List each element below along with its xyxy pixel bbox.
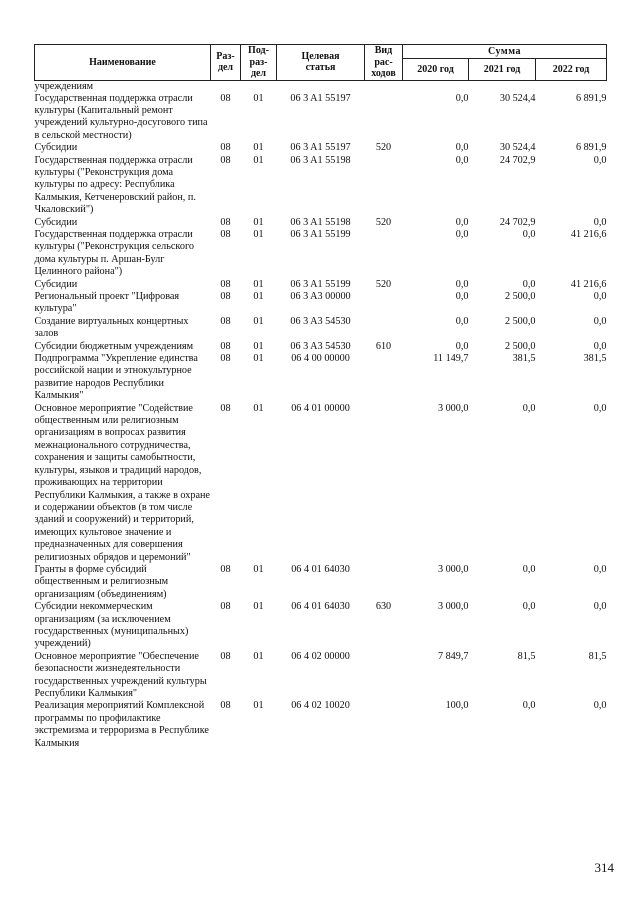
header-target-article: Целевая статья	[277, 45, 365, 81]
cell-expense-type: 520	[375, 142, 392, 154]
cell-sum-2022: 0,0	[593, 700, 607, 712]
cell-section: 08	[220, 216, 231, 228]
cell-subsection: 01	[253, 216, 264, 228]
table-body	[35, 80, 607, 750]
cell-expense-type	[365, 564, 403, 601]
cell-sum-2020: 0,0	[455, 216, 469, 228]
cell-expense-type: 630	[375, 601, 392, 613]
header-year-2022: 2022 год	[536, 59, 607, 80]
cell-section: 08	[220, 563, 231, 575]
header-section: Раз- дел	[211, 45, 241, 81]
cell-subsection: 01	[253, 92, 264, 104]
cell-subsection: 01	[253, 278, 264, 290]
cell-sum-2021: 381,5	[512, 353, 536, 365]
cell-subsection: 01	[253, 142, 264, 154]
cell-expense-type: 520	[375, 216, 392, 228]
cell-sum-2021: 30 524,4	[499, 142, 536, 154]
table-row	[35, 601, 607, 651]
table-row	[35, 403, 607, 564]
cell-target-article: 06 3 A1 55199	[290, 278, 351, 290]
cell-section	[211, 80, 241, 93]
cell-sum-2022: 0,0	[593, 601, 607, 613]
cell-subsection	[241, 80, 277, 93]
page-number: 314	[594, 860, 614, 875]
table-row	[35, 80, 607, 93]
cell-subsection: 01	[253, 601, 264, 613]
cell-target-article: 06 4 01 64030	[291, 563, 350, 575]
cell-expense-type	[365, 316, 403, 341]
cell-sum-2021: 0,0	[522, 228, 536, 240]
cell-sum-2021: 24 702,9	[499, 154, 536, 166]
table-row	[35, 217, 607, 229]
cell-section: 08	[220, 700, 231, 712]
cell-sum-2020: 0,0	[455, 278, 469, 290]
cell-name: Основное мероприятие "Содействие общественным или религиозным организациям в вопросах развития межнационального сотрудничества, сохранения и защиты самобытности, культуры, языков и традиций народов, проживающих на территории Республики Калмыкия, а также в охране и содержании объектов (в том числе зданий и сооружений) и территорий, имеющих культовое значение и предназначенных для совершения религиозных обрядов и церемоний"	[34, 402, 210, 563]
cell-name: Подпрограмма "Укрепление единства российской нации и этнокультурное развитие народов Республики Калмыкия"	[34, 353, 198, 402]
cell-sum-2022: 381,5	[583, 353, 607, 365]
cell-subsection: 01	[253, 228, 264, 240]
cell-sum-2022: 0,0	[593, 563, 607, 575]
cell-name: Государственная поддержка отрасли культуры (Капитальный ремонт учреждений культурно-досугового типа в сельской местности)	[34, 92, 208, 141]
table-row	[35, 564, 607, 601]
table-row	[35, 291, 607, 316]
cell-section: 08	[220, 340, 231, 352]
cell-sum-2021: 24 702,9	[499, 216, 536, 228]
table-row	[35, 341, 607, 353]
cell-section: 08	[220, 601, 231, 613]
cell-sum-2021: 2 500,0	[504, 291, 536, 302]
cell-expense-type	[365, 93, 403, 143]
cell-name: учреждениям	[34, 80, 94, 92]
table-row	[35, 142, 607, 154]
cell-expense-type	[365, 229, 403, 279]
cell-target-article: 06 3 A1 55198	[290, 154, 351, 166]
cell-name: Создание виртуальных концертных залов	[34, 315, 189, 340]
cell-expense-type: 610	[375, 340, 392, 352]
cell-target-article: 06 3 A1 55197	[290, 92, 351, 104]
cell-sum-2021: 2 500,0	[504, 340, 536, 352]
cell-subsection: 01	[253, 340, 264, 352]
cell-name: Основное мероприятие "Обеспечение безопасности жизнедеятельности государственных учреждений культуры Республики Калмыкия"	[34, 650, 207, 699]
cell-expense-type	[365, 651, 403, 701]
cell-target-article: 06 4 02 00000	[291, 650, 350, 662]
cell-sum-2022: 6 891,9	[575, 142, 607, 154]
cell-subsection: 01	[253, 402, 264, 414]
cell-sum-2021: 0,0	[522, 402, 536, 414]
cell-sum-2020: 0,0	[455, 228, 469, 240]
table-row	[35, 93, 607, 143]
cell-name: Субсидии	[34, 142, 78, 154]
cell-sum-2022: 0,0	[593, 154, 607, 166]
cell-subsection: 01	[253, 353, 264, 365]
header-name: Наименование	[35, 45, 211, 81]
cell-sum-2022: 81,5	[588, 650, 607, 662]
table-row	[35, 700, 607, 750]
cell-subsection: 01	[253, 650, 264, 662]
cell-sum-2020: 3 000,0	[437, 402, 469, 414]
cell-target-article: 06 3 A1 55198	[290, 216, 351, 228]
cell-expense-type	[365, 700, 403, 750]
cell-sum-2021: 2 500,0	[504, 315, 536, 327]
cell-target-article: 06 3 A3 54530	[290, 340, 351, 352]
cell-target-article: 06 3 A3 54530	[290, 315, 351, 327]
table-header	[35, 45, 607, 81]
cell-sum-2020: 0,0	[455, 142, 469, 154]
cell-target-article: 06 4 02 10020	[291, 700, 350, 712]
cell-section: 08	[220, 228, 231, 240]
header-subsection: Под- раз- дел	[241, 45, 277, 81]
cell-sum-2022: 6 891,9	[575, 92, 607, 104]
cell-name: Субсидии бюджетным учреждениям	[34, 340, 194, 352]
cell-section: 08	[220, 402, 231, 414]
header-sum: Сумма	[403, 45, 607, 59]
cell-target-article: 06 4 01 64030	[291, 601, 350, 613]
cell-sum-2022: 41 216,6	[570, 228, 607, 240]
cell-sum-2022	[536, 80, 607, 93]
cell-sum-2022: 0,0	[593, 402, 607, 414]
cell-target-article: 06 3 A1 55197	[290, 142, 351, 154]
cell-sum-2022: 0,0	[593, 315, 607, 327]
table-row	[35, 155, 607, 217]
table-row	[35, 279, 607, 291]
cell-sum-2020: 0,0	[455, 291, 469, 302]
cell-sum-2020	[403, 80, 469, 93]
cell-name: Гранты в форме субсидий общественным и религиозным организациям (объединениям)	[34, 563, 169, 600]
cell-expense-type	[365, 291, 403, 316]
cell-section: 08	[220, 142, 231, 154]
cell-name: Государственная поддержка отрасли культуры ("Реконструкция сельского дома культуры п. Аршан-Булг Целинного района")	[34, 228, 194, 278]
cell-section: 08	[220, 291, 231, 302]
cell-sum-2020: 0,0	[455, 92, 469, 104]
cell-target-article: 06 4 01 00000	[291, 402, 350, 414]
cell-name: Государственная поддержка отрасли культуры ("Реконструкция дома культуры по адресу: Республика Калмыкия, Кетченеровский район, п. Чкаловский")	[34, 154, 196, 216]
cell-name: Реализация мероприятий Комплексной программы по профилактике экстремизма и терроризма в Республике Калмыкия	[34, 700, 209, 749]
cell-sum-2020: 11 149,7	[433, 353, 469, 365]
cell-sum-2021: 0,0	[522, 278, 536, 290]
cell-subsection: 01	[253, 291, 264, 302]
table-row	[35, 316, 607, 341]
cell-expense-type: 520	[375, 278, 392, 290]
cell-sum-2021: 0,0	[522, 601, 536, 613]
cell-name: Субсидии	[34, 216, 78, 228]
cell-section: 08	[220, 92, 231, 104]
cell-sum-2022: 0,0	[593, 291, 607, 302]
cell-sum-2021: 0,0	[522, 700, 536, 712]
cell-name: Региональный проект "Цифровая культура"	[34, 291, 180, 315]
cell-sum-2020: 0,0	[455, 340, 469, 352]
table-row	[35, 651, 607, 701]
table-row	[35, 353, 607, 403]
cell-sum-2020: 100,0	[445, 700, 469, 712]
cell-sum-2021: 30 524,4	[499, 92, 536, 104]
cell-sum-2021: 81,5	[517, 650, 536, 662]
cell-sum-2022: 41 216,6	[570, 278, 607, 290]
cell-section: 08	[220, 154, 231, 166]
cell-sum-2020: 7 849,7	[437, 650, 469, 662]
cell-sum-2020: 3 000,0	[437, 601, 469, 613]
cell-sum-2020: 3 000,0	[437, 563, 469, 575]
cell-sum-2020: 0,0	[455, 154, 469, 166]
cell-expense-type	[365, 403, 403, 564]
cell-expense-type	[365, 353, 403, 403]
header-expense-type: Вид рас- ходов	[365, 45, 403, 81]
cell-expense-type	[365, 80, 403, 93]
cell-section: 08	[220, 278, 231, 290]
cell-section: 08	[220, 353, 231, 365]
cell-sum-2020: 0,0	[455, 315, 469, 327]
cell-sum-2021: 0,0	[522, 563, 536, 575]
cell-section: 08	[220, 315, 231, 327]
cell-name: Субсидии некоммерческим организациям (за исключением государственных (муниципальных) учреждений)	[34, 601, 189, 650]
cell-target-article: 06 4 00 00000	[291, 353, 350, 365]
header-year-2020: 2020 год	[403, 59, 469, 80]
cell-expense-type	[365, 155, 403, 217]
cell-subsection: 01	[253, 154, 264, 166]
cell-subsection: 01	[253, 563, 264, 575]
cell-name: Субсидии	[34, 278, 78, 290]
cell-target-article	[277, 80, 365, 93]
budget-table	[34, 44, 607, 750]
table-row	[35, 229, 607, 279]
cell-subsection: 01	[253, 315, 264, 327]
cell-section: 08	[220, 650, 231, 662]
cell-sum-2022: 0,0	[593, 340, 607, 352]
cell-subsection: 01	[253, 700, 264, 712]
header-year-2021: 2021 год	[469, 59, 536, 80]
cell-sum-2022: 0,0	[593, 216, 607, 228]
cell-target-article: 06 3 A3 00000	[290, 291, 351, 302]
cell-target-article: 06 3 A1 55199	[290, 228, 351, 240]
cell-sum-2021	[469, 80, 536, 93]
